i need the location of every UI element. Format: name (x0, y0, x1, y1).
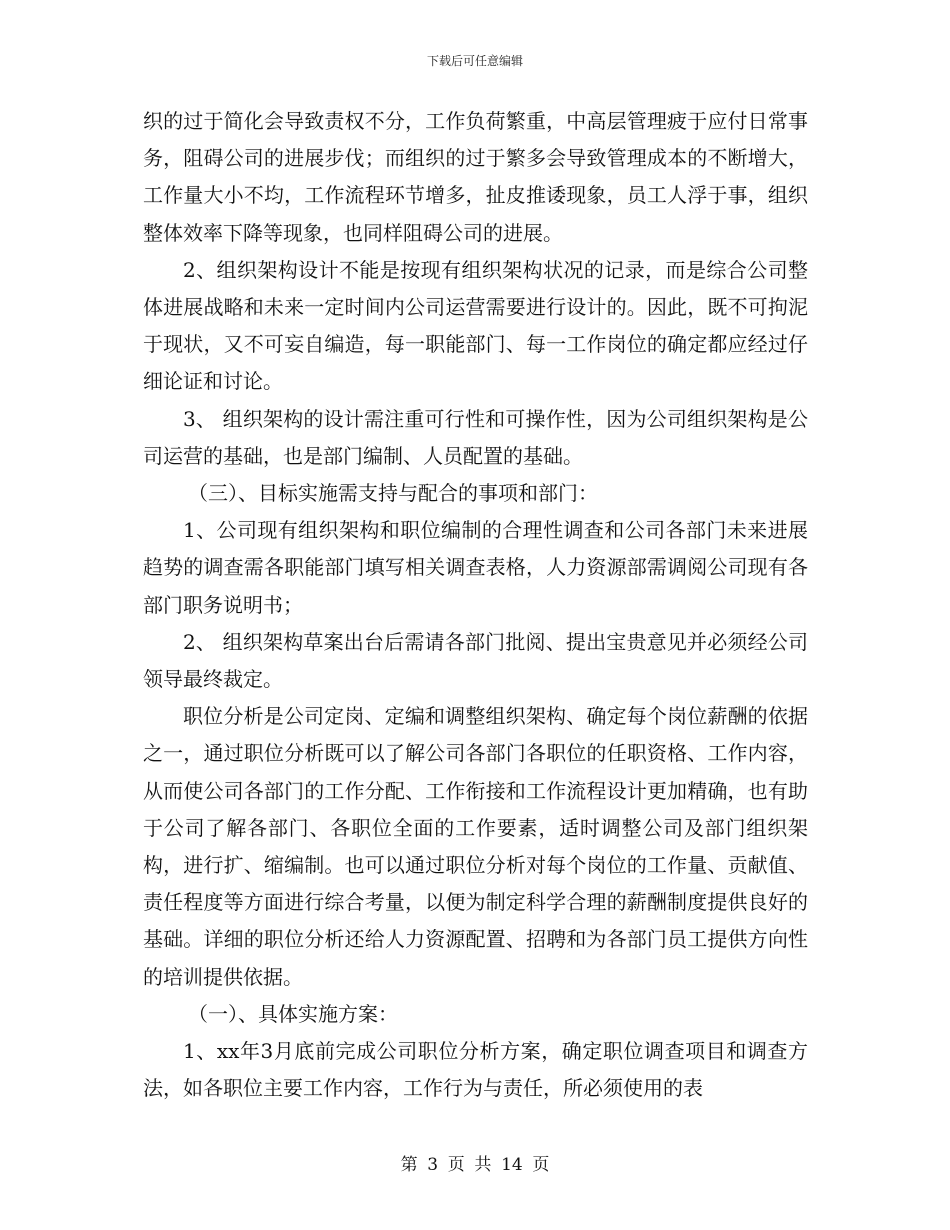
section-heading-three: （三）、目标实施需支持与配合的事项和部门： (188, 481, 598, 506)
paragraph-job-analysis: 职位分析是公司定岗、定编和调整组织架构、确定每个岗位薪酬的依据之一，通过职位分析既可以了解公司各部门各职位的任职资格、工作内容，从而使公司各部门的工作分配、工作衔接和工作流程设计更加精确，也有助于公司了解各部门、各职位全面的工作要素，适时调整公司及部门组织架构，进行扩、缩编制。也可以通过职位分析对每个岗位的工作量、贡献值、责任程度等方面进行综合考量，以便为制定科学合理的薪酬制度提供良好的基础。详细的职位分析还给人力资源配置、招聘和为各部门员工提供方向性的培训提供依据。 (143, 704, 808, 989)
paragraph-continuation: 织的过于简化会导致责权不分，工作负荷繁重，中高层管理疲于应付日常事务，阻碍公司的进展步伐；而组织的过于繁多会导致管理成本的不断增大，工作量大小不均，工作流程环节增多，扯皮推诿现象，员工人浮于事，组织整体效率下降等现象，也同样阻碍公司的进展。 (143, 109, 808, 245)
paragraph-plan-item-1: 1、xx年3月底前完成公司职位分析方案，确定职位调查项目和调查方法，如各职位主要工作内容，工作行为与责任，所必须使用的表 (143, 1039, 808, 1101)
page-number-footer: 第 3 页 共 14 页 (400, 1155, 550, 1175)
paragraph-item-2: 2、组织架构设计不能是按现有组织架构状况的记录，而是综合公司整体进展战略和未来一定时间内公司运营需要进行设计的。因此，既不可拘泥于现状，又不可妄自编造，每一职能部门、每一工作岗位的确定都应经过仔细论证和讨论。 (143, 257, 808, 394)
section-heading-one: （一）、具体实施方案： (188, 1001, 398, 1026)
paragraph-support-item-1: 1、公司现有组织架构和职位编制的合理性调查和公司各部门未来进展趋势的调查需各职能部门填写相关调查表格，人力资源部需调阅公司现有各部门职务说明书； (143, 518, 808, 617)
paragraph-support-item-2: 2、 组织架构草案出台后需请各部门批阅、提出宝贵意见并必须经公司领导最终裁定。 (143, 629, 808, 692)
page-header-note: 下载后可任意编辑 (426, 54, 523, 68)
paragraph-item-3: 3、 组织架构的设计需注重可行性和可操作性，因为公司组织架构是公司运营的基础，也是部门编制、人员配置的基础。 (143, 406, 808, 468)
document-body (143, 103, 808, 1107)
